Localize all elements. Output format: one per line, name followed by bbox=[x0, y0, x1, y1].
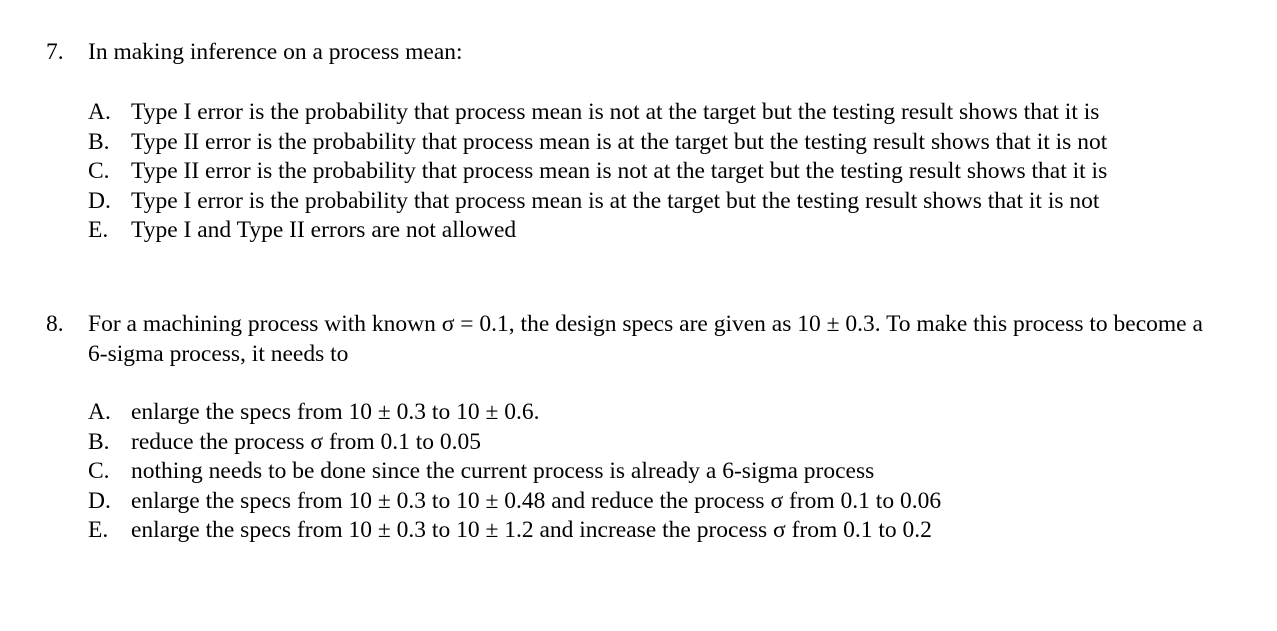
question-7-stem bbox=[0, 38, 1277, 68]
question-7 bbox=[0, 38, 1277, 243]
option-b bbox=[0, 128, 1277, 158]
option-text: Type I and Type II errors are not allowed bbox=[131, 217, 517, 243]
option-b bbox=[0, 428, 1277, 458]
option-letter: B. bbox=[88, 428, 110, 455]
option-text: Type I error is the probability that process mean is not at the target but the testing result shows that it is bbox=[131, 99, 1100, 125]
option-a bbox=[0, 398, 1277, 428]
option-letter: A. bbox=[88, 99, 111, 125]
option-d bbox=[0, 187, 1277, 217]
option-text: Type II error is the probability that process mean is not at the target but the testing result shows that it is bbox=[131, 158, 1108, 184]
option-letter: D. bbox=[88, 187, 111, 214]
option-letter: A. bbox=[88, 399, 111, 425]
option-text: enlarge the specs from 10 ± 0.3 to 10 ± 0.6. bbox=[131, 399, 540, 425]
option-c bbox=[0, 457, 1277, 487]
question-8-options bbox=[0, 398, 1277, 546]
option-c bbox=[0, 157, 1277, 187]
option-text: enlarge the specs from 10 ± 0.3 to 10 ± 0.48 and reduce the process σ from 0.1 to 0.06 bbox=[131, 487, 942, 514]
option-letter: B. bbox=[88, 128, 110, 155]
option-text: enlarge the specs from 10 ± 0.3 to 10 ± 1.2 and increase the process σ from 0.1 to 0.2 bbox=[131, 517, 932, 543]
option-e bbox=[0, 216, 1277, 246]
option-a bbox=[0, 98, 1277, 128]
option-text: nothing needs to be done since the current process is already a 6-sigma process bbox=[131, 458, 875, 484]
option-d bbox=[0, 487, 1277, 517]
question-8-stem bbox=[0, 310, 1277, 369]
option-letter: D. bbox=[88, 487, 111, 514]
option-letter: E. bbox=[88, 517, 109, 543]
question-number: 7. bbox=[46, 39, 64, 65]
question-number: 8. bbox=[46, 311, 64, 337]
question-text: For a machining process with known σ = 0.1, the design specs are given as 10 ± 0.3. To make this process to become a 6-sigma process, it needs to bbox=[88, 311, 1203, 367]
option-text: Type I error is the probability that process mean is at the target but the testing result shows that it is not bbox=[131, 187, 1100, 214]
question-8 bbox=[0, 310, 1277, 543]
option-e bbox=[0, 516, 1277, 546]
question-text: In making inference on a process mean: bbox=[88, 39, 463, 65]
option-text: Type II error is the probability that process mean is at the target but the testing result shows that it is not bbox=[131, 128, 1108, 155]
option-letter: E. bbox=[88, 217, 109, 243]
option-letter: C. bbox=[88, 158, 110, 184]
question-7-options bbox=[0, 98, 1277, 246]
option-text: reduce the process σ from 0.1 to 0.05 bbox=[131, 428, 482, 455]
option-letter: C. bbox=[88, 458, 110, 484]
